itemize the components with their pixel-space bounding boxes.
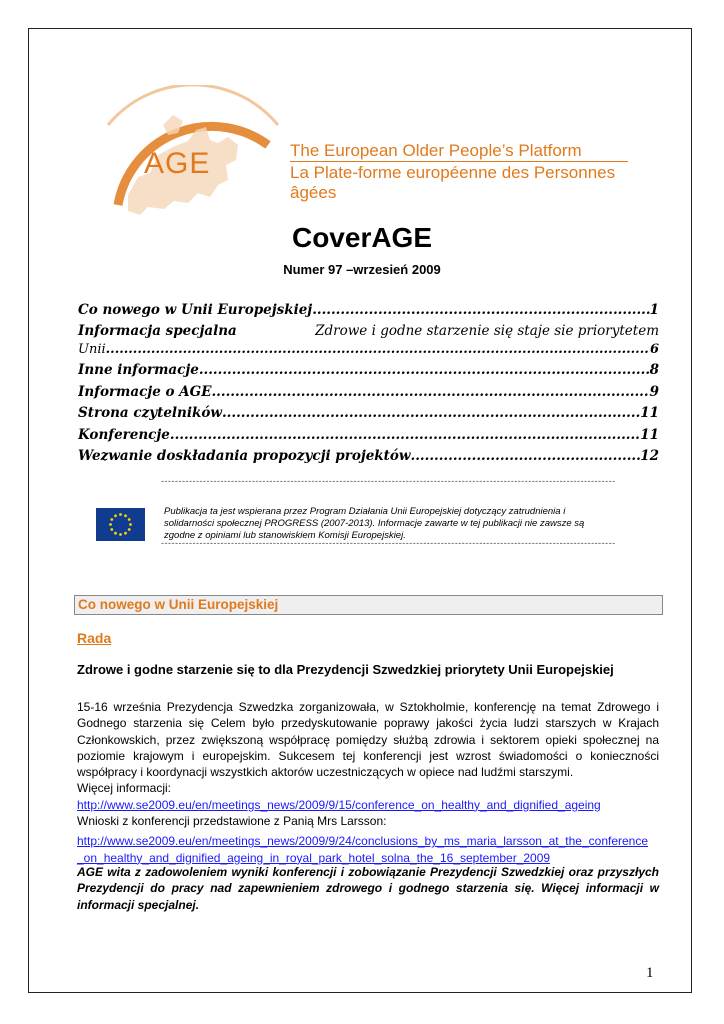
- conclusions-link-continuation[interactable]: _on_healthy_and_dignified_ageing_in_royal_park_hotel_solna_the_16_september_2009: [77, 850, 551, 865]
- toc-item[interactable]: [78, 400, 659, 422]
- article-closing-note: AGE wita z zadowoleniem wyniki konferencji i zobowiązanie Prezydencji Szwedzkiej oraz przyszłych Prezydencji do pracy nad zapewnieniem zdrowego i godnego starzenia się. Więcej informacji w informacji specjalnej.: [77, 865, 659, 912]
- article-body: [77, 699, 659, 866]
- page-number: 1: [646, 965, 654, 981]
- toc-item-cont-label: Unii: [78, 341, 106, 357]
- table-of-contents: [78, 296, 659, 464]
- dashed-divider: [161, 476, 616, 486]
- age-logo: [78, 85, 638, 220]
- logo-divider: [290, 161, 628, 162]
- article-paragraph: 15-16 września Prezydencja Szwedzka zorganizowała, w Sztokholmie, konferencję na temat Zdrowego i Godnego starzenia się Celem było przedyskutowanie poprawy jakości życia ludzi starszych w Krajach Członkowskich, przez zwiększoną współpracę pomiędzy służbą zdrowia i sektorem opieki społecznej na poziomie krajowym i europejskim. Sukcesem tej konferencji jest wzrost świadomości o konieczności współpracy i koordynacji wszystkich aktorów uczestniczących w opiece nad ludźmi starszymi.: [77, 700, 659, 780]
- toc-item-page: 11: [640, 426, 659, 443]
- disclaimer-line: zgodne z opiniami lub stanowiskiem Komisji Europejskiej.: [164, 530, 406, 541]
- toc-item[interactable]: [78, 296, 659, 318]
- disclaimer-line: Publikacja ta jest wspierana przez Program Działania Unii Europejskiej dotyczący zatrudnienia i: [164, 506, 566, 517]
- logo-tagline-en: The European Older People’s Platform: [290, 141, 582, 160]
- logo-age-text: AGE: [144, 147, 211, 180]
- section-header: [74, 595, 663, 615]
- toc-item[interactable]: [78, 443, 659, 465]
- conclusions-label: Wnioski z konferencji przedstawione z Panią Mrs Larsson:: [77, 814, 387, 829]
- toc-item-page: 1: [649, 301, 659, 318]
- toc-item-page: 9: [649, 383, 659, 400]
- disclaimer-line: solidarności społecznej PROGRESS (2007-2013). Informacje zawarte w tej publikacji nie zawsze są: [164, 518, 585, 529]
- toc-item-label: Co nowego w Unii Europejskiej: [78, 301, 313, 318]
- toc-item-label: Informacje o AGE: [78, 383, 212, 400]
- article-heading: Zdrowe i godne starzenie się to dla Prezydencji Szwedzkiej priorytety Unii Europejskiej: [77, 662, 614, 677]
- toc-item-label: Inne informacje: [78, 362, 199, 378]
- toc-item-page: 6: [649, 341, 659, 357]
- toc-item-page: 8: [649, 362, 659, 378]
- toc-item[interactable]: [78, 378, 659, 400]
- toc-item-label: Konferencje: [78, 426, 170, 443]
- issue-subtitle: Numer 97 –wrzesień 2009: [283, 262, 441, 277]
- toc-item[interactable]: [78, 421, 659, 443]
- section-title: Co nowego w Unii Europejskiej: [78, 597, 279, 612]
- newsletter-title: CoverAGE: [291, 222, 433, 253]
- toc-item-label: Informacja specjalna: [78, 322, 237, 339]
- toc-item-page: 12: [640, 448, 659, 464]
- toc-item[interactable]: [78, 318, 659, 339]
- toc-item-page: 11: [640, 405, 659, 421]
- dashed-divider: [161, 538, 616, 548]
- logo-tagline-fr: La Plate-forme européenne des Personnes âgées: [290, 163, 616, 202]
- funding-disclaimer: [164, 506, 658, 542]
- toc-item-continuation[interactable]: [78, 339, 659, 357]
- toc-item[interactable]: [78, 357, 659, 379]
- more-info-label: Więcej informacji:: [77, 781, 172, 796]
- toc-item-label: Strona czytelników: [78, 405, 222, 421]
- conclusions-link[interactable]: http://www.se2009.eu/en/meetings_news/2009/9/24/conclusions_by_ms_maria_larsson_at_the_conference: [77, 834, 649, 849]
- subsection-title: Rada: [77, 630, 112, 646]
- toc-item-sublabel: Zdrowe i godne starzenie się staje sie priorytetem: [315, 322, 659, 339]
- conference-link[interactable]: http://www.se2009.eu/en/meetings_news/2009/9/15/conference_on_healthy_and_dignified_ageing: [77, 797, 601, 812]
- eu-flag-icon: [96, 508, 145, 541]
- toc-item-label: Wezwanie doskładania propozycji projektów: [78, 448, 411, 464]
